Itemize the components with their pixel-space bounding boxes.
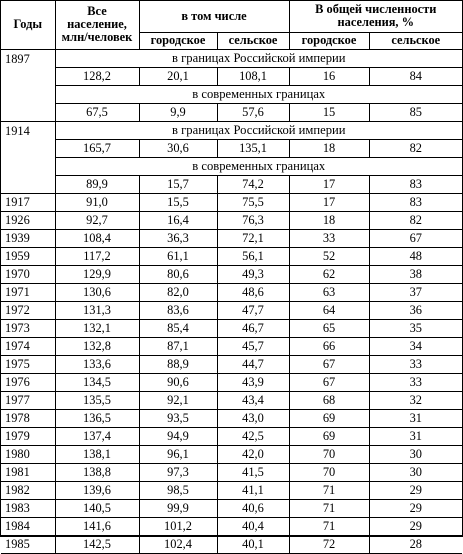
- value-cell: 48: [369, 247, 462, 265]
- year-cell: 1978: [1, 409, 55, 427]
- value-cell: 41,5: [217, 463, 289, 481]
- value-cell: 71: [289, 499, 369, 517]
- value-cell: 85: [369, 103, 462, 121]
- value-cell: 132,8: [55, 337, 139, 355]
- value-cell: 72,1: [217, 229, 289, 247]
- value-cell: 47,7: [217, 301, 289, 319]
- year-cell: 1970: [1, 265, 55, 283]
- value-cell: 98,5: [139, 481, 217, 499]
- section-label: в границах Российской империи: [55, 49, 462, 67]
- value-cell: 91,0: [55, 193, 139, 211]
- value-cell: 108,4: [55, 229, 139, 247]
- year-cell: 1897: [1, 49, 55, 121]
- header-including: в том числе: [139, 1, 289, 32]
- value-cell: 36,3: [139, 229, 217, 247]
- value-cell: 83: [369, 193, 462, 211]
- table-row: [1, 67, 462, 85]
- table-row: [1, 301, 462, 319]
- value-cell: 131,3: [55, 301, 139, 319]
- value-cell: 137,4: [55, 427, 139, 445]
- value-cell: 70: [289, 463, 369, 481]
- value-cell: 18: [289, 211, 369, 229]
- table-header: [1, 1, 462, 49]
- value-cell: 71: [289, 481, 369, 499]
- value-cell: 94,9: [139, 427, 217, 445]
- value-cell: 136,5: [55, 409, 139, 427]
- header-urban-pct: городское: [289, 32, 369, 49]
- value-cell: 62: [289, 265, 369, 283]
- value-cell: 76,3: [217, 211, 289, 229]
- value-cell: 138,1: [55, 445, 139, 463]
- value-cell: 31: [369, 427, 462, 445]
- value-cell: 15: [289, 103, 369, 121]
- year-cell: 1959: [1, 247, 55, 265]
- value-cell: 87,1: [139, 337, 217, 355]
- year-cell: 1983: [1, 499, 55, 517]
- value-cell: 37: [369, 283, 462, 301]
- value-cell: 43,4: [217, 391, 289, 409]
- table-row: [1, 445, 462, 463]
- year-cell: 1939: [1, 229, 55, 247]
- value-cell: 30: [369, 463, 462, 481]
- year-cell: 1974: [1, 337, 55, 355]
- value-cell: 45,7: [217, 337, 289, 355]
- table-row: [1, 103, 462, 121]
- table-row: [1, 391, 462, 409]
- value-cell: 134,5: [55, 373, 139, 391]
- value-cell: 16: [289, 67, 369, 85]
- value-cell: 74,2: [217, 175, 289, 193]
- section-row: [1, 121, 462, 139]
- value-cell: 68: [289, 391, 369, 409]
- value-cell: 17: [289, 193, 369, 211]
- value-cell: 71: [289, 517, 369, 535]
- value-cell: 89,9: [55, 175, 139, 193]
- table-row: [1, 355, 462, 373]
- table-row: [1, 499, 462, 517]
- value-cell: 82,0: [139, 283, 217, 301]
- year-cell: 1979: [1, 427, 55, 445]
- section-row: [1, 85, 462, 103]
- value-cell: 130,6: [55, 283, 139, 301]
- year-cell: 1984: [1, 517, 55, 535]
- value-cell: 30: [369, 445, 462, 463]
- table-row: [1, 319, 462, 337]
- value-cell: 70: [289, 445, 369, 463]
- section-row: [1, 157, 462, 175]
- value-cell: 29: [369, 517, 462, 535]
- value-cell: 49,3: [217, 265, 289, 283]
- value-cell: 69: [289, 427, 369, 445]
- value-cell: 92,1: [139, 391, 217, 409]
- value-cell: 31: [369, 409, 462, 427]
- value-cell: 82: [369, 139, 462, 157]
- value-cell: 66: [289, 337, 369, 355]
- value-cell: 29: [369, 481, 462, 499]
- value-cell: 34: [369, 337, 462, 355]
- value-cell: 108,1: [217, 67, 289, 85]
- table-row: [1, 427, 462, 445]
- value-cell: 139,6: [55, 481, 139, 499]
- value-cell: 40,1: [217, 535, 289, 553]
- year-cell: 1914: [1, 121, 55, 193]
- table-row: [1, 463, 462, 481]
- value-cell: 92,7: [55, 211, 139, 229]
- section-row: [1, 49, 462, 67]
- value-cell: 16,4: [139, 211, 217, 229]
- table-row: [1, 139, 462, 157]
- value-cell: 33: [369, 355, 462, 373]
- value-cell: 132,1: [55, 319, 139, 337]
- table-row: [1, 409, 462, 427]
- year-cell: 1972: [1, 301, 55, 319]
- table-body: [1, 49, 462, 553]
- value-cell: 33: [369, 373, 462, 391]
- value-cell: 90,6: [139, 373, 217, 391]
- value-cell: 135,1: [217, 139, 289, 157]
- value-cell: 93,5: [139, 409, 217, 427]
- value-cell: 38: [369, 265, 462, 283]
- value-cell: 18: [289, 139, 369, 157]
- value-cell: 20,1: [139, 67, 217, 85]
- table-row: [1, 193, 462, 211]
- table-row: [1, 283, 462, 301]
- value-cell: 42,5: [217, 427, 289, 445]
- year-cell: 1982: [1, 481, 55, 499]
- value-cell: 40,6: [217, 499, 289, 517]
- value-cell: 15,7: [139, 175, 217, 193]
- value-cell: 83,6: [139, 301, 217, 319]
- value-cell: 30,6: [139, 139, 217, 157]
- value-cell: 84: [369, 67, 462, 85]
- table-row: [1, 229, 462, 247]
- year-cell: 1977: [1, 391, 55, 409]
- value-cell: 97,3: [139, 463, 217, 481]
- value-cell: 67: [289, 355, 369, 373]
- header-urban: городское: [139, 32, 217, 49]
- value-cell: 63: [289, 283, 369, 301]
- value-cell: 88,9: [139, 355, 217, 373]
- value-cell: 61,1: [139, 247, 217, 265]
- table-row: [1, 373, 462, 391]
- value-cell: 141,6: [55, 517, 139, 535]
- year-cell: 1971: [1, 283, 55, 301]
- year-cell: 1980: [1, 445, 55, 463]
- value-cell: 101,2: [139, 517, 217, 535]
- value-cell: 129,9: [55, 265, 139, 283]
- table-row: [1, 175, 462, 193]
- value-cell: 56,1: [217, 247, 289, 265]
- value-cell: 44,7: [217, 355, 289, 373]
- year-cell: 1926: [1, 211, 55, 229]
- value-cell: 28: [369, 535, 462, 553]
- table-row: [1, 337, 462, 355]
- value-cell: 43,9: [217, 373, 289, 391]
- value-cell: 29: [369, 499, 462, 517]
- value-cell: 96,1: [139, 445, 217, 463]
- header-rural-pct: сельское: [369, 32, 462, 49]
- section-label: в границах Российской империи: [55, 121, 462, 139]
- value-cell: 32: [369, 391, 462, 409]
- value-cell: 135,5: [55, 391, 139, 409]
- section-label: в современных границах: [55, 157, 462, 175]
- section-label: в современных границах: [55, 85, 462, 103]
- value-cell: 36: [369, 301, 462, 319]
- value-cell: 83: [369, 175, 462, 193]
- value-cell: 133,6: [55, 355, 139, 373]
- population-table: [1, 1, 462, 554]
- table-row: [1, 517, 462, 535]
- value-cell: 41,1: [217, 481, 289, 499]
- value-cell: 9,9: [139, 103, 217, 121]
- value-cell: 43,0: [217, 409, 289, 427]
- value-cell: 52: [289, 247, 369, 265]
- value-cell: 17: [289, 175, 369, 193]
- value-cell: 80,6: [139, 265, 217, 283]
- value-cell: 142,5: [55, 535, 139, 553]
- value-cell: 35: [369, 319, 462, 337]
- value-cell: 75,5: [217, 193, 289, 211]
- header-rural: сельское: [217, 32, 289, 49]
- table-row: [1, 247, 462, 265]
- table-row: [1, 265, 462, 283]
- year-cell: 1985: [1, 535, 55, 553]
- value-cell: 102,4: [139, 535, 217, 553]
- value-cell: 140,5: [55, 499, 139, 517]
- year-cell: 1973: [1, 319, 55, 337]
- header-total-population: Все население, млн/человек: [55, 1, 139, 49]
- table-row: [1, 535, 462, 553]
- year-cell: 1981: [1, 463, 55, 481]
- value-cell: 85,4: [139, 319, 217, 337]
- value-cell: 67: [369, 229, 462, 247]
- table-row: [1, 211, 462, 229]
- value-cell: 138,8: [55, 463, 139, 481]
- year-cell: 1975: [1, 355, 55, 373]
- value-cell: 65: [289, 319, 369, 337]
- value-cell: 128,2: [55, 67, 139, 85]
- value-cell: 99,9: [139, 499, 217, 517]
- value-cell: 42,0: [217, 445, 289, 463]
- value-cell: 67: [289, 373, 369, 391]
- year-cell: 1976: [1, 373, 55, 391]
- value-cell: 64: [289, 301, 369, 319]
- value-cell: 46,7: [217, 319, 289, 337]
- value-cell: 165,7: [55, 139, 139, 157]
- header-years: Годы: [1, 1, 55, 49]
- value-cell: 48,6: [217, 283, 289, 301]
- value-cell: 40,4: [217, 517, 289, 535]
- table-row: [1, 481, 462, 499]
- value-cell: 72: [289, 535, 369, 553]
- value-cell: 33: [289, 229, 369, 247]
- header-share-total: В общей численности населения, %: [289, 1, 462, 32]
- value-cell: 57,6: [217, 103, 289, 121]
- value-cell: 67,5: [55, 103, 139, 121]
- value-cell: 117,2: [55, 247, 139, 265]
- value-cell: 15,5: [139, 193, 217, 211]
- value-cell: 82: [369, 211, 462, 229]
- year-cell: 1917: [1, 193, 55, 211]
- value-cell: 69: [289, 409, 369, 427]
